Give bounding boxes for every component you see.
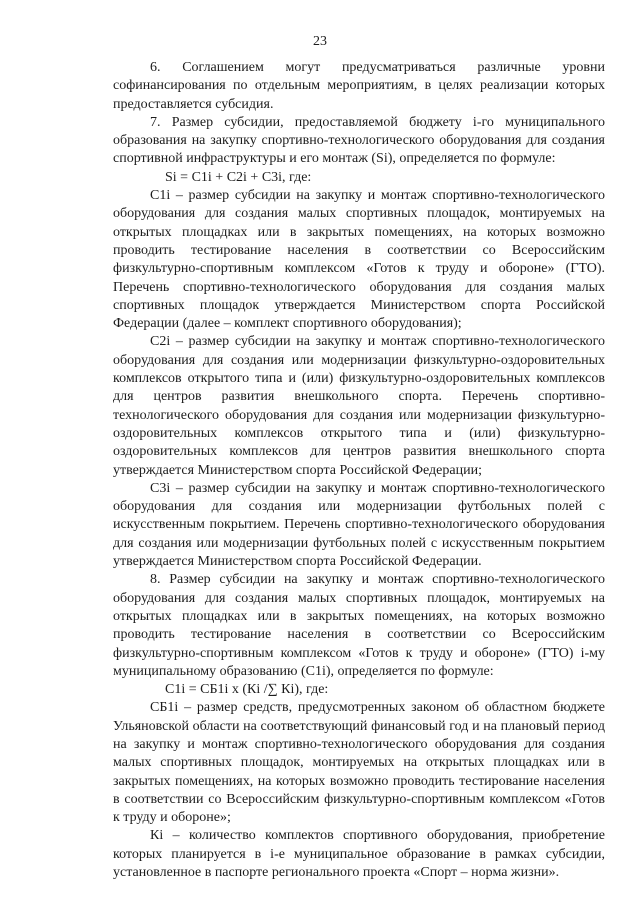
paragraph-8-subsidy-c1: 8. Размер субсидии на закупку и монтаж спортивно-технологического оборудования для создания малых спортивных площадок, монтируемых на открытых площадках или в закрытых помещениях, на которых возможно проводить тестирование населения в соответствии со Всероссийским физкультурно-спортивным комплексом «Готов к труду и обороне» (ГТО) i-му муниципальному образованию (С1i), определяется по формуле: [113,572,605,679]
document-body [113,59,605,882]
paragraph-7-subsidy-size: 7. Размер субсидии, предоставляемой бюджету i-го муниципального образования на закупку спортивно-технологического оборудования для создания спортивной инфраструктуры и его монтаж (Si), определяется по формуле: [113,114,605,167]
definition-c2: С2i – размер субсидии на закупку и монтаж спортивно-технологического оборудования для создания или модернизации физкультурно-оздоровительных комплексов открытого типа и (или) физкультурно-оздоровительных комплексов для центров развития внешкольного спорта. Перечень спортивно-технологического оборудования для создания или модернизации физкультурно-оздоровительных комплексов открытого типа и (или) физкультурно-оздоровительных комплексов для центров развития внешкольного спорта утверждается Министерством спорта Российской Федерации; [113,334,605,478]
definition-sb1: СБ1i – размер средств, предусмотренных законом об областном бюджете Ульяновской области на соответствующий финансовый год и на плановый период на закупку и монтаж спортивно-технологического оборудования для создания малых спортивных площадок, монтируемых на открытых площадках или в закрытых помещениях, на которых возможно проводить тестирование населения в соответствии со Всероссийским физкультурно-спортивным комплексом «Готов к труду и обороне»; [113,700,605,826]
formula-c1: С1i = СБ1i х (Кi /∑ Кi), где: [165,682,329,698]
formula-si: Si = С1i + С2i + С3i, где: [165,169,312,185]
definition-k: Кi – количество комплектов спортивного оборудования, приобретение которых планируется в i-е муниципальное образование в рамках субсидии, установленное в паспорте регионального проекта «Спорт – норма жизни». [113,828,605,881]
definition-c3: С3i – размер субсидии на закупку и монтаж спортивно-технологического оборудования для создания или модернизации футбольных полей с искусственным покрытием. Перечень спортивно-технологического оборудования для создания или модернизации футбольных полей с искусственным покрытием утверждается Министерством спорта Российской Федерации. [113,480,605,570]
paragraph-6-cofinancing: 6. Соглашением могут предусматриваться различные уровни софинансирования по отдельным мероприятиям, в целях реализации которых предоставляется субсидия. [113,60,605,112]
definition-c1: С1i – размер субсидии на закупку и монтаж спортивно-технологического оборудования для создания малых спортивных площадок, монтируемых на открытых площадках или в закрытых помещениях, на которых возможно проводить тестирование населения в соответствии со Всероссийским физкультурно-спортивным комплексом «Готов к труду и обороне» (ГТО). Перечень спортивно-технологического оборудования для создания малых спортивных площадок утверждается Министерством спорта Российской Федерации (далее – комплект спортивного оборудования); [113,188,605,332]
page-number: 23 [313,34,327,49]
